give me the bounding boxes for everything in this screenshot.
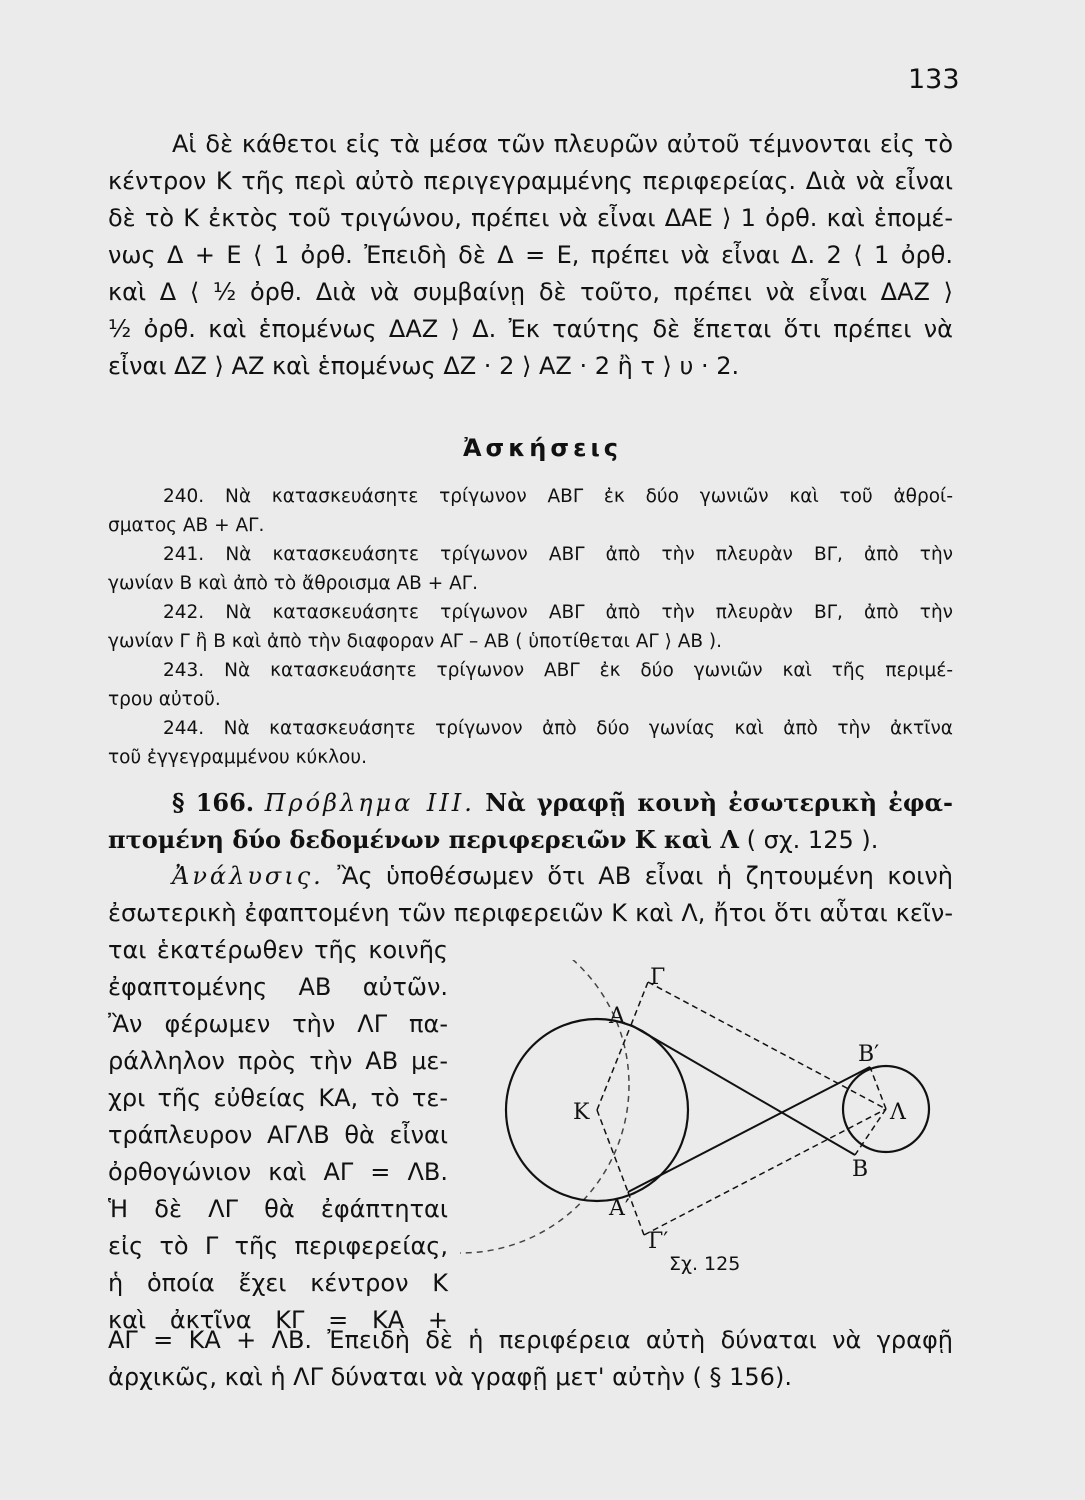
exercise-line: 241. Νὰ κατασκευάσητε τρίγωνον ΑΒΓ ἀπὸ τὴν πλευρὰν ΒΓ, ἀπὸ τὴν — [163, 544, 953, 565]
exercise-line: γωνίαν Β καὶ ἀπὸ τὸ ἄθροισμα ΑΒ + ΑΓ. — [108, 573, 478, 594]
exercise-line: τοῦ ἐγγεγραμμένου κύκλου. — [108, 747, 367, 768]
column-line: ἐφαπτομένης ΑΒ αὐτῶν. — [108, 973, 448, 1001]
text-line: ½ ὀρθ. καὶ ἑπομένως ΔΑΖ ⟩ Δ. Ἐκ ταύτης δὲ ἕπεται ὅτι πρέπει νὰ — [108, 315, 953, 343]
label-g-prime: Γ′ — [648, 1229, 669, 1254]
analysis-label: Ἀνάλυσις. — [172, 862, 324, 890]
radius-ka-prime — [597, 1110, 628, 1192]
section-title-line — [108, 821, 953, 858]
exercise-line: 242. Νὰ κατασκευάσητε τρίγωνον ΑΒΓ ἀπὸ τὴν πλευρὰν ΒΓ, ἀπὸ τὴν — [163, 602, 953, 623]
page-number: 133 — [908, 64, 960, 95]
column-line: ἡ ὁποία ἔχει κέντρον Κ — [108, 1269, 448, 1297]
label-l: Λ — [890, 1100, 906, 1125]
column-line: τράπλευρον ΑΓΛΒ θὰ εἶναι — [108, 1121, 448, 1149]
line-g-prime-l — [644, 1109, 886, 1235]
label-g: Γ — [650, 965, 666, 990]
analysis-end — [108, 1322, 953, 1396]
text-line: εἶναι ΔΖ ⟩ ΑΖ καὶ ἑπομένως ΔΖ · 2 ⟩ ΑΖ · 2 ἢ τ ⟩ υ · 2. — [108, 352, 740, 380]
tangent-a-prime-b-prime — [628, 1067, 870, 1192]
segment-ag — [631, 982, 648, 1025]
main-paragraph — [108, 126, 953, 385]
analysis-line: ἐσωτερικὴ ἐφαπτομένη τῶν περιφερειῶν Κ καὶ Λ, ἤτοι ὅτι αὗται κεῖν- — [108, 899, 953, 927]
exercise-line: 240. Νὰ κατασκευάσητε τρίγωνον ΑΒΓ ἐκ δύο γωνιῶν καὶ τοῦ ἀθροί- — [163, 486, 953, 507]
section-title-part2: πτομένη δύο δεδομένων περιφερειῶν Κ καὶ Λ — [108, 825, 739, 854]
figure-caption: Σχ. 125 — [669, 1253, 741, 1275]
section-title-line — [108, 784, 953, 821]
text-line: ἀρχικῶς, καὶ ἡ ΛΓ δύναται νὰ γραφῇ μετ' αὐτὴν ( § 156). — [108, 1363, 792, 1391]
column-line: ται ἑκατέρωθεν τῆς κοινῆς — [108, 936, 448, 964]
figure-reference: ( σχ. 125 ). — [746, 826, 879, 854]
section-label: Πρόβλημα ΙΙΙ. — [264, 789, 475, 817]
analysis-text: Ἂς ὑποθέσωμεν ὅτι ΑΒ εἶναι ἡ ζητουμένη κοινὴ — [337, 862, 953, 890]
exercise-line: σματος ΑΒ + ΑΓ. — [108, 515, 265, 536]
text-line: καὶ Δ ⟨ ½ ὀρθ. Διὰ νὰ συμβαίνῃ δὲ τοῦτο, πρέπει νὰ εἶναι ΔΑΖ ⟩ — [108, 278, 953, 306]
radius-ka — [597, 1025, 631, 1110]
section-number: § 166. — [172, 788, 255, 817]
exercise-line: 244. Νὰ κατασκευάσητε τρίγωνον ἀπὸ δύο γωνίας καὶ ἀπὸ τὴν ἀκτῖνα — [163, 718, 953, 739]
column-line: χρι τῆς εὐθείας ΚΑ, τὸ τε- — [108, 1084, 448, 1112]
label-a-prime: Α′ — [609, 1196, 630, 1221]
figure-125 — [460, 960, 950, 1290]
radius-lb-prime — [870, 1067, 886, 1109]
column-line: Ἡ δὲ ΛΓ θὰ ἐφάπτηται — [108, 1195, 448, 1223]
tangent-ab — [631, 1025, 855, 1155]
column-line: Ἂν φέρωμεν τὴν ΛΓ πα- — [108, 1010, 448, 1038]
text-line: ΑΓ = ΚΑ + ΛΒ. Ἐπειδὴ δὲ ἡ περιφέρεια αὐτὴ δύναται νὰ γραφῇ — [108, 1326, 953, 1354]
analysis-column — [108, 932, 448, 1339]
column-line: εἰς τὸ Γ τῆς περιφερείας, — [108, 1232, 448, 1260]
label-b: Β — [852, 1157, 869, 1182]
exercises-list — [108, 482, 953, 772]
analysis-line — [108, 858, 953, 895]
exercise-line: 243. Νὰ κατασκευάσητε τρίγωνον ΑΒΓ ἐκ δύο γωνιῶν καὶ τῆς περιμέ- — [163, 660, 953, 681]
text-line: Αἱ δὲ κάθετοι εἰς τὰ μέσα τῶν πλευρῶν αὐτοῦ τέμνονται εἰς τὸ — [172, 130, 953, 158]
text-line: νως Δ + Ε ⟨ 1 ὀρθ. Ἐπειδὴ δὲ Δ = Ε, πρέπει νὰ εἶναι Δ. 2 ⟨ 1 ὀρθ. — [108, 241, 953, 269]
section-166 — [108, 784, 953, 932]
label-a: Α — [609, 1004, 625, 1029]
text-line: κέντρον Κ τῆς περὶ αὐτὸ περιγεγραμμένης περιφερείας. Διὰ νὰ εἶναι — [108, 167, 953, 195]
column-line: καὶ ἀκτῖνα ΚΓ = ΚΑ + — [108, 1306, 448, 1334]
exercises-heading: Ἀσκήσεις — [462, 434, 623, 462]
exercise-line: τρου αὐτοῦ. — [108, 689, 221, 710]
column-line: ράλληλον πρὸς τὴν ΑΒ με- — [108, 1047, 448, 1075]
column-line: ὀρθογώνιον καὶ ΑΓ = ΛΒ. — [108, 1158, 448, 1186]
exercise-line: γωνίαν Γ ἢ Β καὶ ἀπὸ τὴν διαφοραν ΑΓ – ΑΒ ( ὑποτίθεται ΑΓ ⟩ ΑΒ ). — [108, 631, 723, 652]
dashed-auxiliary-circle — [460, 960, 629, 1253]
label-b-prime: Β′ — [858, 1042, 880, 1067]
label-k: Κ — [573, 1100, 590, 1125]
line-gl — [648, 982, 886, 1109]
section-title-part1: Νὰ γραφῇ κοινὴ ἐσωτερικὴ ἐφα- — [485, 788, 953, 817]
segment-a-prime-g-prime — [628, 1192, 644, 1235]
text-line: δὲ τὸ Κ ἐκτὸς τοῦ τριγώνου, πρέπει νὰ εἶναι ΔΑΕ ⟩ 1 ὀρθ. καὶ ἑπομέ- — [108, 204, 953, 232]
